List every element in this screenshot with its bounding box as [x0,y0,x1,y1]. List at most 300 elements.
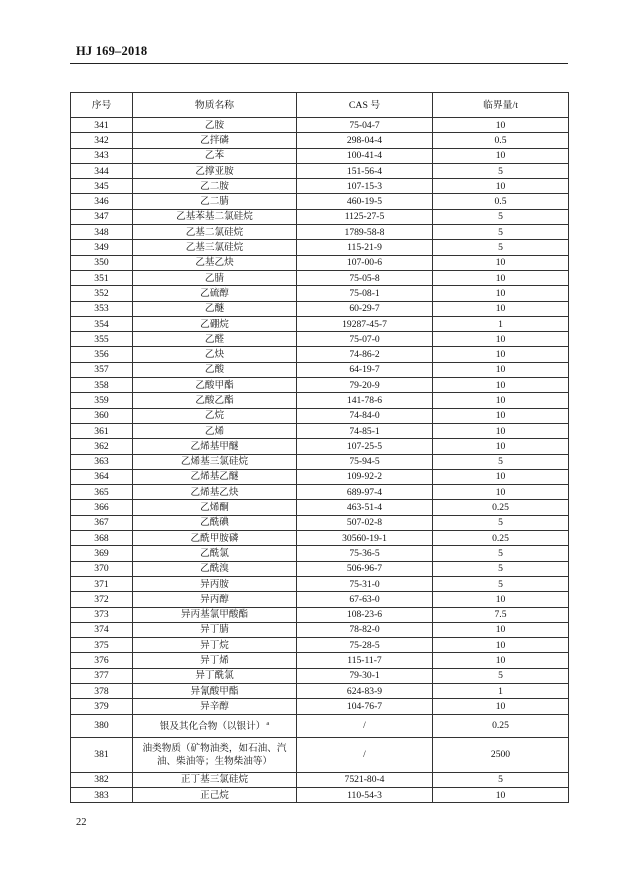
cell-no-text: 372 [94,593,109,605]
table-row [71,561,569,576]
cell-cas-text: 75-07-0 [349,333,380,345]
cell-qty-text: 10 [495,287,506,299]
cell-cas [297,638,433,653]
cell-cas [297,607,433,622]
cell-qty-text: 10 [495,471,506,483]
header-rule [70,63,568,64]
cell-name-text: 乙烯酮 [200,502,229,514]
cell-cas-text: 74-85-1 [349,425,380,437]
cell-qty [433,255,569,270]
cell-no-text: 365 [94,486,109,498]
cell-name-text: 异丁腈 [200,624,229,636]
cell-cas [297,622,433,637]
cell-qty [433,163,569,178]
cell-qty-text: 7.5 [494,609,507,621]
cell-no [71,393,133,408]
cell-name-text: 正丁基三氯硅烷 [180,774,249,786]
cell-name [133,772,297,787]
cell-qty-text: 10 [495,272,506,284]
cell-name-text: 油类物质（矿物油类，如石油、汽油、柴油等；生物柴油等） [142,742,287,767]
cell-no-text: 363 [94,456,109,468]
cell-qty [433,638,569,653]
cell-qty-text: 5 [498,226,503,238]
cell-qty-text: 10 [495,639,506,651]
cell-cas [297,772,433,787]
cell-name [133,255,297,270]
substance-table [70,92,569,803]
table-row [71,179,569,194]
cell-name-text: 乙基苯基二氯硅烷 [176,211,253,223]
cell-name-text: 乙酸 [204,364,225,376]
cell-cas [297,286,433,301]
cell-cas-text: 100-41-4 [346,150,383,162]
cell-qty-text: 10 [495,425,506,437]
cell-name [133,163,297,178]
cell-no [71,286,133,301]
cell-cas [297,133,433,148]
cell-cas [297,209,433,224]
cell-cas-text: 74-84-0 [349,410,380,422]
cell-cas [297,301,433,316]
cell-qty-text: 10 [495,440,506,452]
cell-name [133,592,297,607]
cell-no [71,378,133,393]
footnote-marker: a [266,720,270,728]
cell-cas-text: 67-63-0 [349,593,380,605]
cell-no [71,772,133,787]
cell-cas-text: 298-04-4 [346,134,383,146]
cell-qty-text: 10 [495,364,506,376]
cell-cas-text: 107-15-3 [346,180,383,192]
cell-qty [433,286,569,301]
cell-no-text: 344 [94,165,109,177]
cell-cas [297,546,433,561]
cell-qty [433,787,569,802]
cell-no-text: 359 [94,394,109,406]
cell-name-text: 乙二胺 [200,180,229,192]
cell-no-text: 352 [94,287,109,299]
cell-no-text: 379 [94,700,109,712]
cell-cas [297,332,433,347]
cell-name [133,393,297,408]
cell-cas [297,515,433,530]
cell-no [71,622,133,637]
table-row [71,668,569,683]
cell-qty [433,454,569,469]
cell-qty-text: 10 [495,303,506,315]
table-row [71,653,569,668]
cell-cas-text: 79-20-9 [349,379,380,391]
cell-cas [297,454,433,469]
cell-qty [433,225,569,240]
cell-cas-text: 7521-80-4 [344,774,385,786]
cell-no [71,638,133,653]
cell-no [71,653,133,668]
cell-name-text: 乙烯基三氯硅烷 [180,456,249,468]
cell-no [71,668,133,683]
cell-qty-text: 10 [495,349,506,361]
cell-qty [433,439,569,454]
cell-no [71,607,133,622]
cell-qty [433,653,569,668]
cell-cas-text: 110-54-3 [347,789,382,801]
cell-no-text: 347 [94,211,109,223]
cell-no [71,546,133,561]
cell-name [133,622,297,637]
cell-cas-text: 115-11-7 [347,655,382,667]
cell-qty-text: 0.5 [494,196,507,208]
cell-no-text: 351 [94,272,109,284]
cell-name [133,439,297,454]
cell-cas [297,787,433,802]
table-row [71,163,569,178]
cell-cas-text: 30560-19-1 [342,532,387,544]
cell-cas [297,393,433,408]
cell-qty [433,531,569,546]
cell-no-text: 373 [94,609,109,621]
cell-name [133,316,297,331]
cell-cas-text: 60-29-7 [349,303,380,315]
cell-cas [297,194,433,209]
cell-no [71,737,133,772]
cell-qty [433,515,569,530]
cell-name-text: 乙酸甲酯 [195,379,234,391]
cell-cas-text: 463-51-4 [346,502,383,514]
table-row [71,454,569,469]
cell-name-text: 乙酰甲胺磷 [190,532,239,544]
cell-name [133,286,297,301]
table-row [71,592,569,607]
cell-name [133,118,297,133]
cell-qty-text: 1 [498,318,503,330]
cell-no-text: 368 [94,532,109,544]
cell-cas [297,500,433,515]
cell-name-text: 乙烯 [204,425,225,437]
cell-qty [433,194,569,209]
cell-cas-text: 109-92-2 [346,471,383,483]
cell-no-text: 375 [94,639,109,651]
cell-qty-text: 10 [495,700,506,712]
cell-qty-text: 5 [498,774,503,786]
table-row [71,133,569,148]
cell-cas [297,592,433,607]
cell-qty [433,118,569,133]
cell-name-text: 乙腈 [204,272,225,284]
table-row [71,683,569,698]
cell-qty-text: 10 [495,410,506,422]
cell-name [133,454,297,469]
cell-cas-text: 506-96-7 [346,563,383,575]
cell-cas-text: 689-97-4 [346,486,383,498]
cell-cas [297,423,433,438]
cell-no-text: 348 [94,226,109,238]
cell-no [71,240,133,255]
cell-qty [433,592,569,607]
cell-cas [297,240,433,255]
cell-cas [297,118,433,133]
cell-no [71,500,133,515]
cell-no [71,714,133,737]
cell-qty-text: 10 [495,119,506,131]
cell-name [133,270,297,285]
cell-cas [297,699,433,714]
cell-name [133,638,297,653]
cell-qty-text: 10 [495,624,506,636]
cell-qty [433,772,569,787]
cell-cas [297,576,433,591]
cell-no [71,316,133,331]
cell-qty [433,546,569,561]
cell-qty [433,500,569,515]
cell-no-text: 378 [94,685,109,697]
cell-name [133,408,297,423]
cell-qty-text: 1 [498,685,503,697]
cell-cas-text: 64-19-7 [349,364,380,376]
column-header-qty: 临界量/t [433,93,569,118]
cell-qty-text: 10 [495,180,506,192]
cell-qty-text: 10 [495,486,506,498]
column-header-name: 物质名称 [133,93,297,118]
table-row [71,316,569,331]
cell-cas-text: 75-94-5 [349,456,380,468]
cell-no-text: 355 [94,333,109,345]
cell-qty-text: 0.5 [494,134,507,146]
cell-cas-text: 107-00-6 [346,257,383,269]
cell-name-text: 乙炔 [204,349,225,361]
cell-qty [433,714,569,737]
cell-qty [433,316,569,331]
cell-cas-text: 74-86-2 [349,349,380,361]
cell-name [133,737,297,772]
cell-name-text: 异丁酰氯 [195,670,234,682]
cell-name-text: 乙撑亚胺 [195,165,234,177]
cell-name [133,500,297,515]
cell-qty-text: 10 [495,593,506,605]
cell-no [71,362,133,377]
cell-qty-text: 10 [495,655,506,667]
cell-no [71,163,133,178]
cell-qty-text: 10 [495,789,506,801]
cell-name [133,515,297,530]
cell-cas-text: 624-83-9 [346,685,383,697]
cell-no [71,439,133,454]
cell-cas [297,408,433,423]
cell-qty-text: 10 [495,333,506,345]
cell-name [133,485,297,500]
cell-qty-text: 5 [498,242,503,254]
table-row [71,332,569,347]
cell-cas [297,179,433,194]
cell-qty-text: 10 [495,150,506,162]
cell-name-text: 乙酰碘 [200,517,229,529]
cell-cas-text: 75-31-0 [349,578,380,590]
cell-qty-text: 5 [498,456,503,468]
cell-cas-text: 75-28-5 [349,639,380,651]
cell-cas-text: 115-21-9 [347,242,382,254]
table-row [71,531,569,546]
cell-cas [297,316,433,331]
cell-name-text: 异丁烷 [200,639,229,651]
cell-qty [433,270,569,285]
cell-name [133,194,297,209]
cell-cas [297,653,433,668]
cell-cas-text: 507-02-8 [346,517,383,529]
table-row [71,378,569,393]
cell-name [133,225,297,240]
cell-no-text: 349 [94,242,109,254]
cell-no-text: 366 [94,502,109,514]
cell-name [133,133,297,148]
cell-qty [433,737,569,772]
column-header-cas: CAS 号 [297,93,433,118]
cell-no [71,225,133,240]
cell-no [71,179,133,194]
cell-cas-text: 79-30-1 [349,670,380,682]
cell-no-text: 356 [94,349,109,361]
cell-no-text: 341 [94,119,109,131]
cell-qty-text: 0.25 [492,532,509,544]
cell-qty-text: 5 [498,547,503,559]
cell-no [71,592,133,607]
cell-cas [297,683,433,698]
cell-cas [297,362,433,377]
cell-qty [433,607,569,622]
cell-cas [297,531,433,546]
cell-qty [433,668,569,683]
cell-qty [433,133,569,148]
cell-name [133,668,297,683]
cell-qty [433,423,569,438]
cell-no-text: 374 [94,624,109,636]
column-header-no: 序号 [71,93,133,118]
cell-name-text: 乙胺 [204,119,225,131]
cell-qty [433,469,569,484]
cell-qty [433,240,569,255]
cell-no-text: 364 [94,471,109,483]
cell-name-text: 乙二腈 [200,196,229,208]
cell-name-text: 乙基乙炔 [195,257,234,269]
cell-qty [433,576,569,591]
table-row [71,546,569,561]
cell-name [133,362,297,377]
cell-cas [297,347,433,362]
cell-qty-text: 0.25 [492,502,509,514]
cell-cas [297,469,433,484]
cell-no-text: 376 [94,655,109,667]
table-row [71,737,569,772]
cell-qty [433,699,569,714]
table-row [71,622,569,637]
table-row [71,576,569,591]
cell-cas-text: 151-56-4 [346,165,383,177]
cell-qty-text: 5 [498,517,503,529]
cell-no [71,683,133,698]
cell-cas-text: 75-08-1 [349,287,380,299]
cell-name [133,240,297,255]
cell-name [133,332,297,347]
cell-name-text: 乙酸乙酯 [195,394,234,406]
cell-no [71,194,133,209]
cell-no-text: 362 [94,440,109,452]
cell-name-text: 乙烯基乙醚 [190,471,239,483]
cell-name-text: 乙基二氯硅烷 [185,226,244,238]
table-row [71,423,569,438]
cell-no-text: 382 [94,774,109,786]
table-row [71,301,569,316]
cell-cas [297,255,433,270]
cell-name-text: 异丙醇 [200,593,229,605]
cell-cas-text: 460-19-5 [346,196,383,208]
cell-cas [297,225,433,240]
cell-name-text: 异氰酸甲酯 [190,685,239,697]
table-row [71,515,569,530]
cell-name-text: 乙烯基甲醚 [190,440,239,452]
cell-cas-text: 78-82-0 [349,624,380,636]
page-number: 22 [76,817,87,828]
cell-no [71,148,133,163]
table-row [71,225,569,240]
cell-qty [433,561,569,576]
cell-no [71,408,133,423]
cell-no [71,301,133,316]
cell-cas-text: / [363,720,366,732]
cell-no-text: 360 [94,410,109,422]
cell-qty [433,209,569,224]
cell-no-text: 342 [94,134,109,146]
cell-no [71,561,133,576]
cell-no-text: 346 [94,196,109,208]
table-row [71,209,569,224]
cell-no-text: 377 [94,670,109,682]
table-row [71,194,569,209]
cell-no-text: 383 [94,789,109,801]
table-row [71,714,569,737]
table-row [71,286,569,301]
cell-name-text: 乙拌磷 [200,134,229,146]
cell-no-text: 380 [94,720,109,732]
table-body [71,118,569,803]
cell-cas-text: 1789-58-8 [344,226,385,238]
cell-qty [433,378,569,393]
cell-no [71,133,133,148]
cell-name-text: 异辛醇 [200,700,229,712]
cell-no-text: 371 [94,578,109,590]
cell-no [71,576,133,591]
cell-cas [297,714,433,737]
cell-cas-text: 19287-45-7 [342,318,387,330]
cell-qty [433,332,569,347]
cell-name-text: 乙基三氯硅烷 [185,242,244,254]
cell-no-text: 343 [94,150,109,162]
cell-qty [433,301,569,316]
table-row [71,787,569,802]
table-row [71,439,569,454]
cell-name-text: 异丙胺 [200,578,229,590]
table-row [71,240,569,255]
table-row [71,772,569,787]
cell-no [71,787,133,802]
cell-qty-text: 10 [495,257,506,269]
cell-cas-text: 75-04-7 [349,119,380,131]
cell-no [71,699,133,714]
cell-no [71,423,133,438]
table-row [71,607,569,622]
cell-name [133,714,297,737]
cell-qty-text: 10 [495,394,506,406]
cell-name [133,209,297,224]
cell-name [133,607,297,622]
cell-no-text: 354 [94,318,109,330]
